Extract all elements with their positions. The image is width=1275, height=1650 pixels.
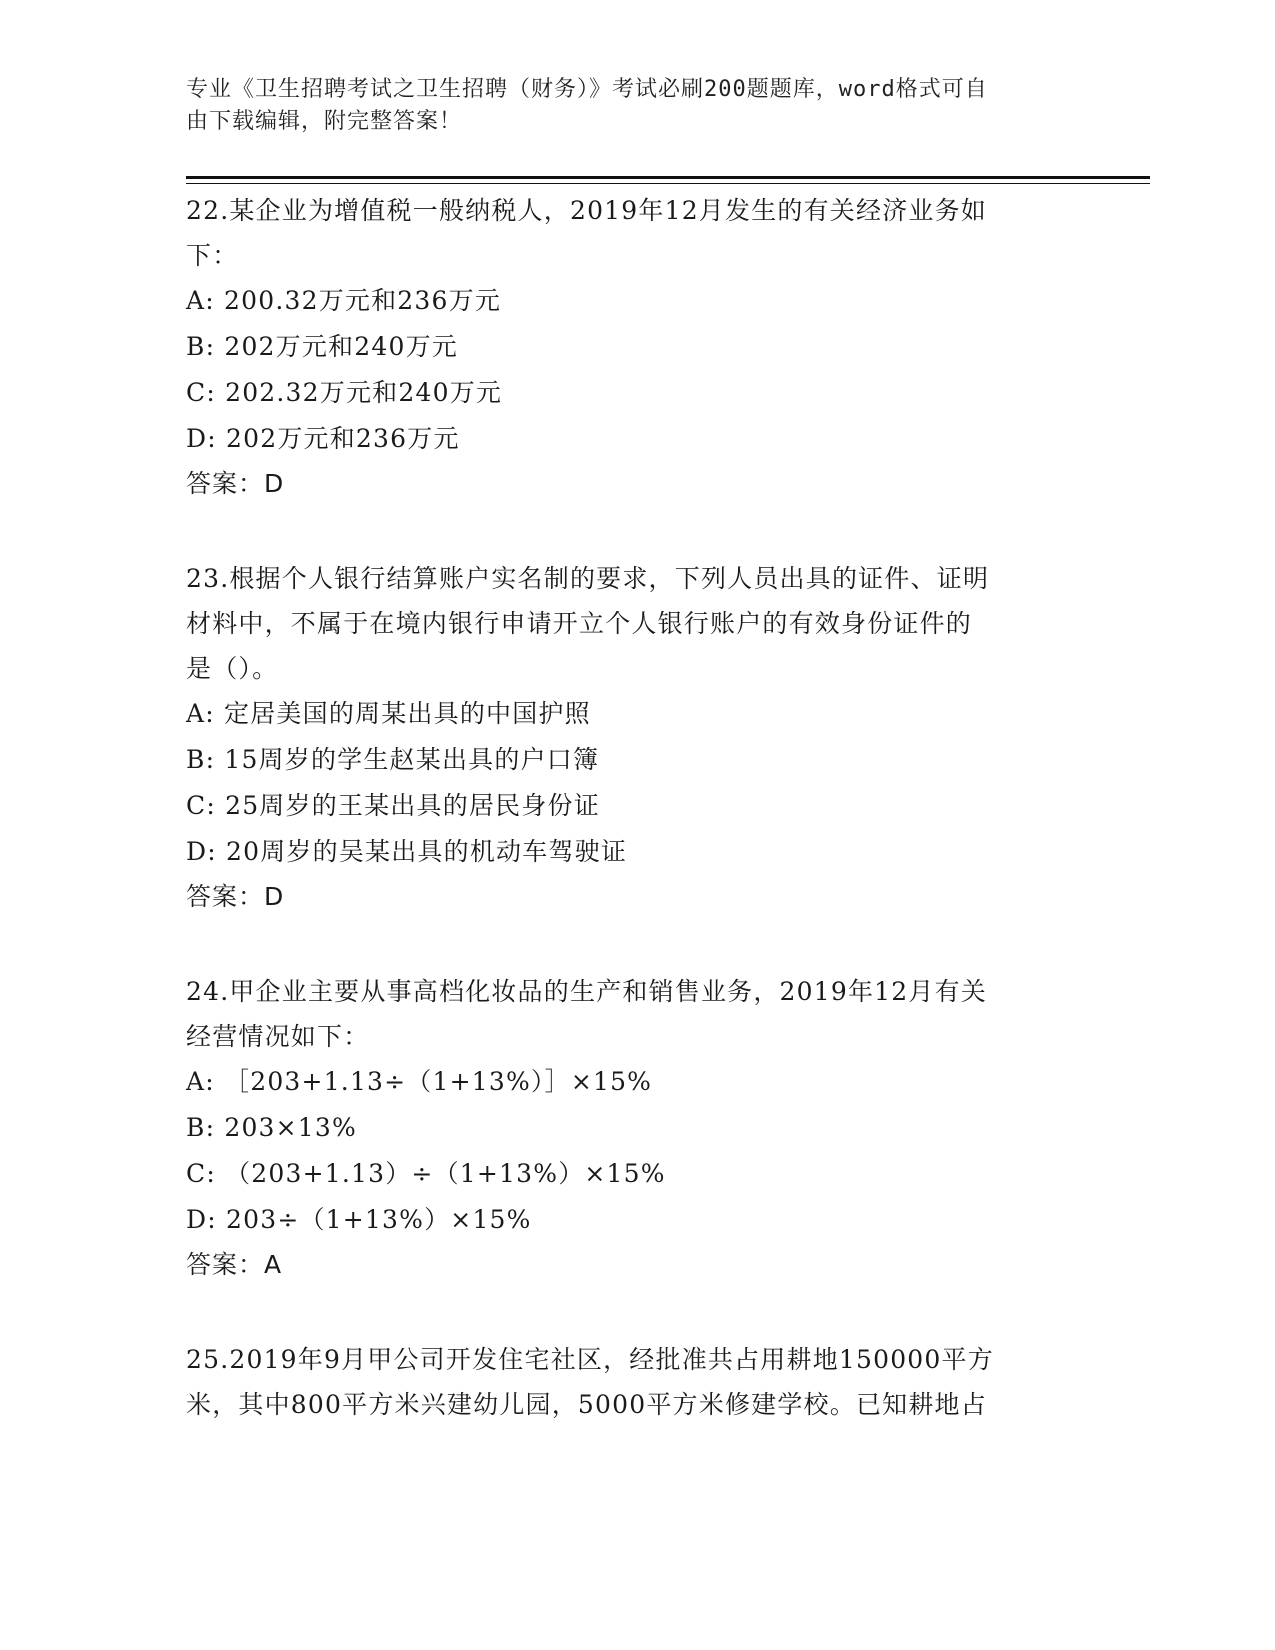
option-d: D: 203÷（1+13%）×15% [186, 1205, 532, 1234]
question-24 [186, 969, 1076, 1287]
header-divider-thick [186, 176, 1150, 179]
question-stem-line: 23.根据个人银行结算账户实名制的要求，下列人员出具的证件、证明 [186, 564, 990, 593]
header-line-1: 专业《卫生招聘考试之卫生招聘（财务）》考试必刷200题题库，word格式可自 [186, 77, 988, 102]
header-divider-thin [186, 183, 1150, 184]
question-stem-line: 22.某企业为增值税一般纳税人，2019年12月发生的有关经济业务如 [186, 196, 987, 225]
question-stem-line: 是（）。 [186, 654, 279, 683]
question-25 [186, 1337, 1076, 1427]
answer-line: 答案：A [186, 1250, 283, 1279]
answer-line: 答案：D [186, 882, 285, 911]
question-23 [186, 556, 1076, 919]
option-d: D: 20周岁的吴某出具的机动车驾驶证 [186, 837, 628, 866]
option-a: A: 定居美国的周某出具的中国护照 [186, 699, 591, 728]
option-a: A: 200.32万元和236万元 [186, 286, 502, 315]
document-header [186, 74, 1066, 138]
question-stem-line: 下： [186, 241, 239, 270]
option-b: B: 202万元和240万元 [186, 332, 458, 361]
question-gap [186, 506, 1076, 556]
option-b: B: 15周岁的学生赵某出具的户口簿 [186, 745, 600, 774]
question-stem-line: 经营情况如下： [186, 1022, 370, 1051]
question-gap [186, 1287, 1076, 1337]
option-c: C: 202.32万元和240万元 [186, 378, 503, 407]
question-gap [186, 919, 1076, 969]
question-22 [186, 188, 1076, 506]
question-stem-line: 材料中，不属于在境内银行申请开立个人银行账户的有效身份证件的 [186, 609, 973, 638]
question-stem-line: 25.2019年9月甲公司开发住宅社区，经批准共占用耕地150000平方 [186, 1345, 994, 1374]
option-c: C: 25周岁的王某出具的居民身份证 [186, 791, 600, 820]
question-list [186, 188, 1076, 1427]
option-c: C: （203+1.13）÷（1+13%）×15% [186, 1159, 666, 1188]
option-a: A: ［203+1.13÷（1+13%）］×15% [186, 1067, 653, 1096]
question-stem-line: 米，其中800平方米兴建幼儿园，5000平方米修建学校。已知耕地占 [186, 1390, 987, 1419]
header-line-2: 由下载编辑，附完整答案！ [186, 109, 463, 134]
option-b: B: 203×13% [186, 1113, 357, 1142]
option-d: D: 202万元和236万元 [186, 424, 460, 453]
answer-line: 答案：D [186, 469, 285, 498]
question-stem-line: 24.甲企业主要从事高档化妆品的生产和销售业务，2019年12月有关 [186, 977, 987, 1006]
